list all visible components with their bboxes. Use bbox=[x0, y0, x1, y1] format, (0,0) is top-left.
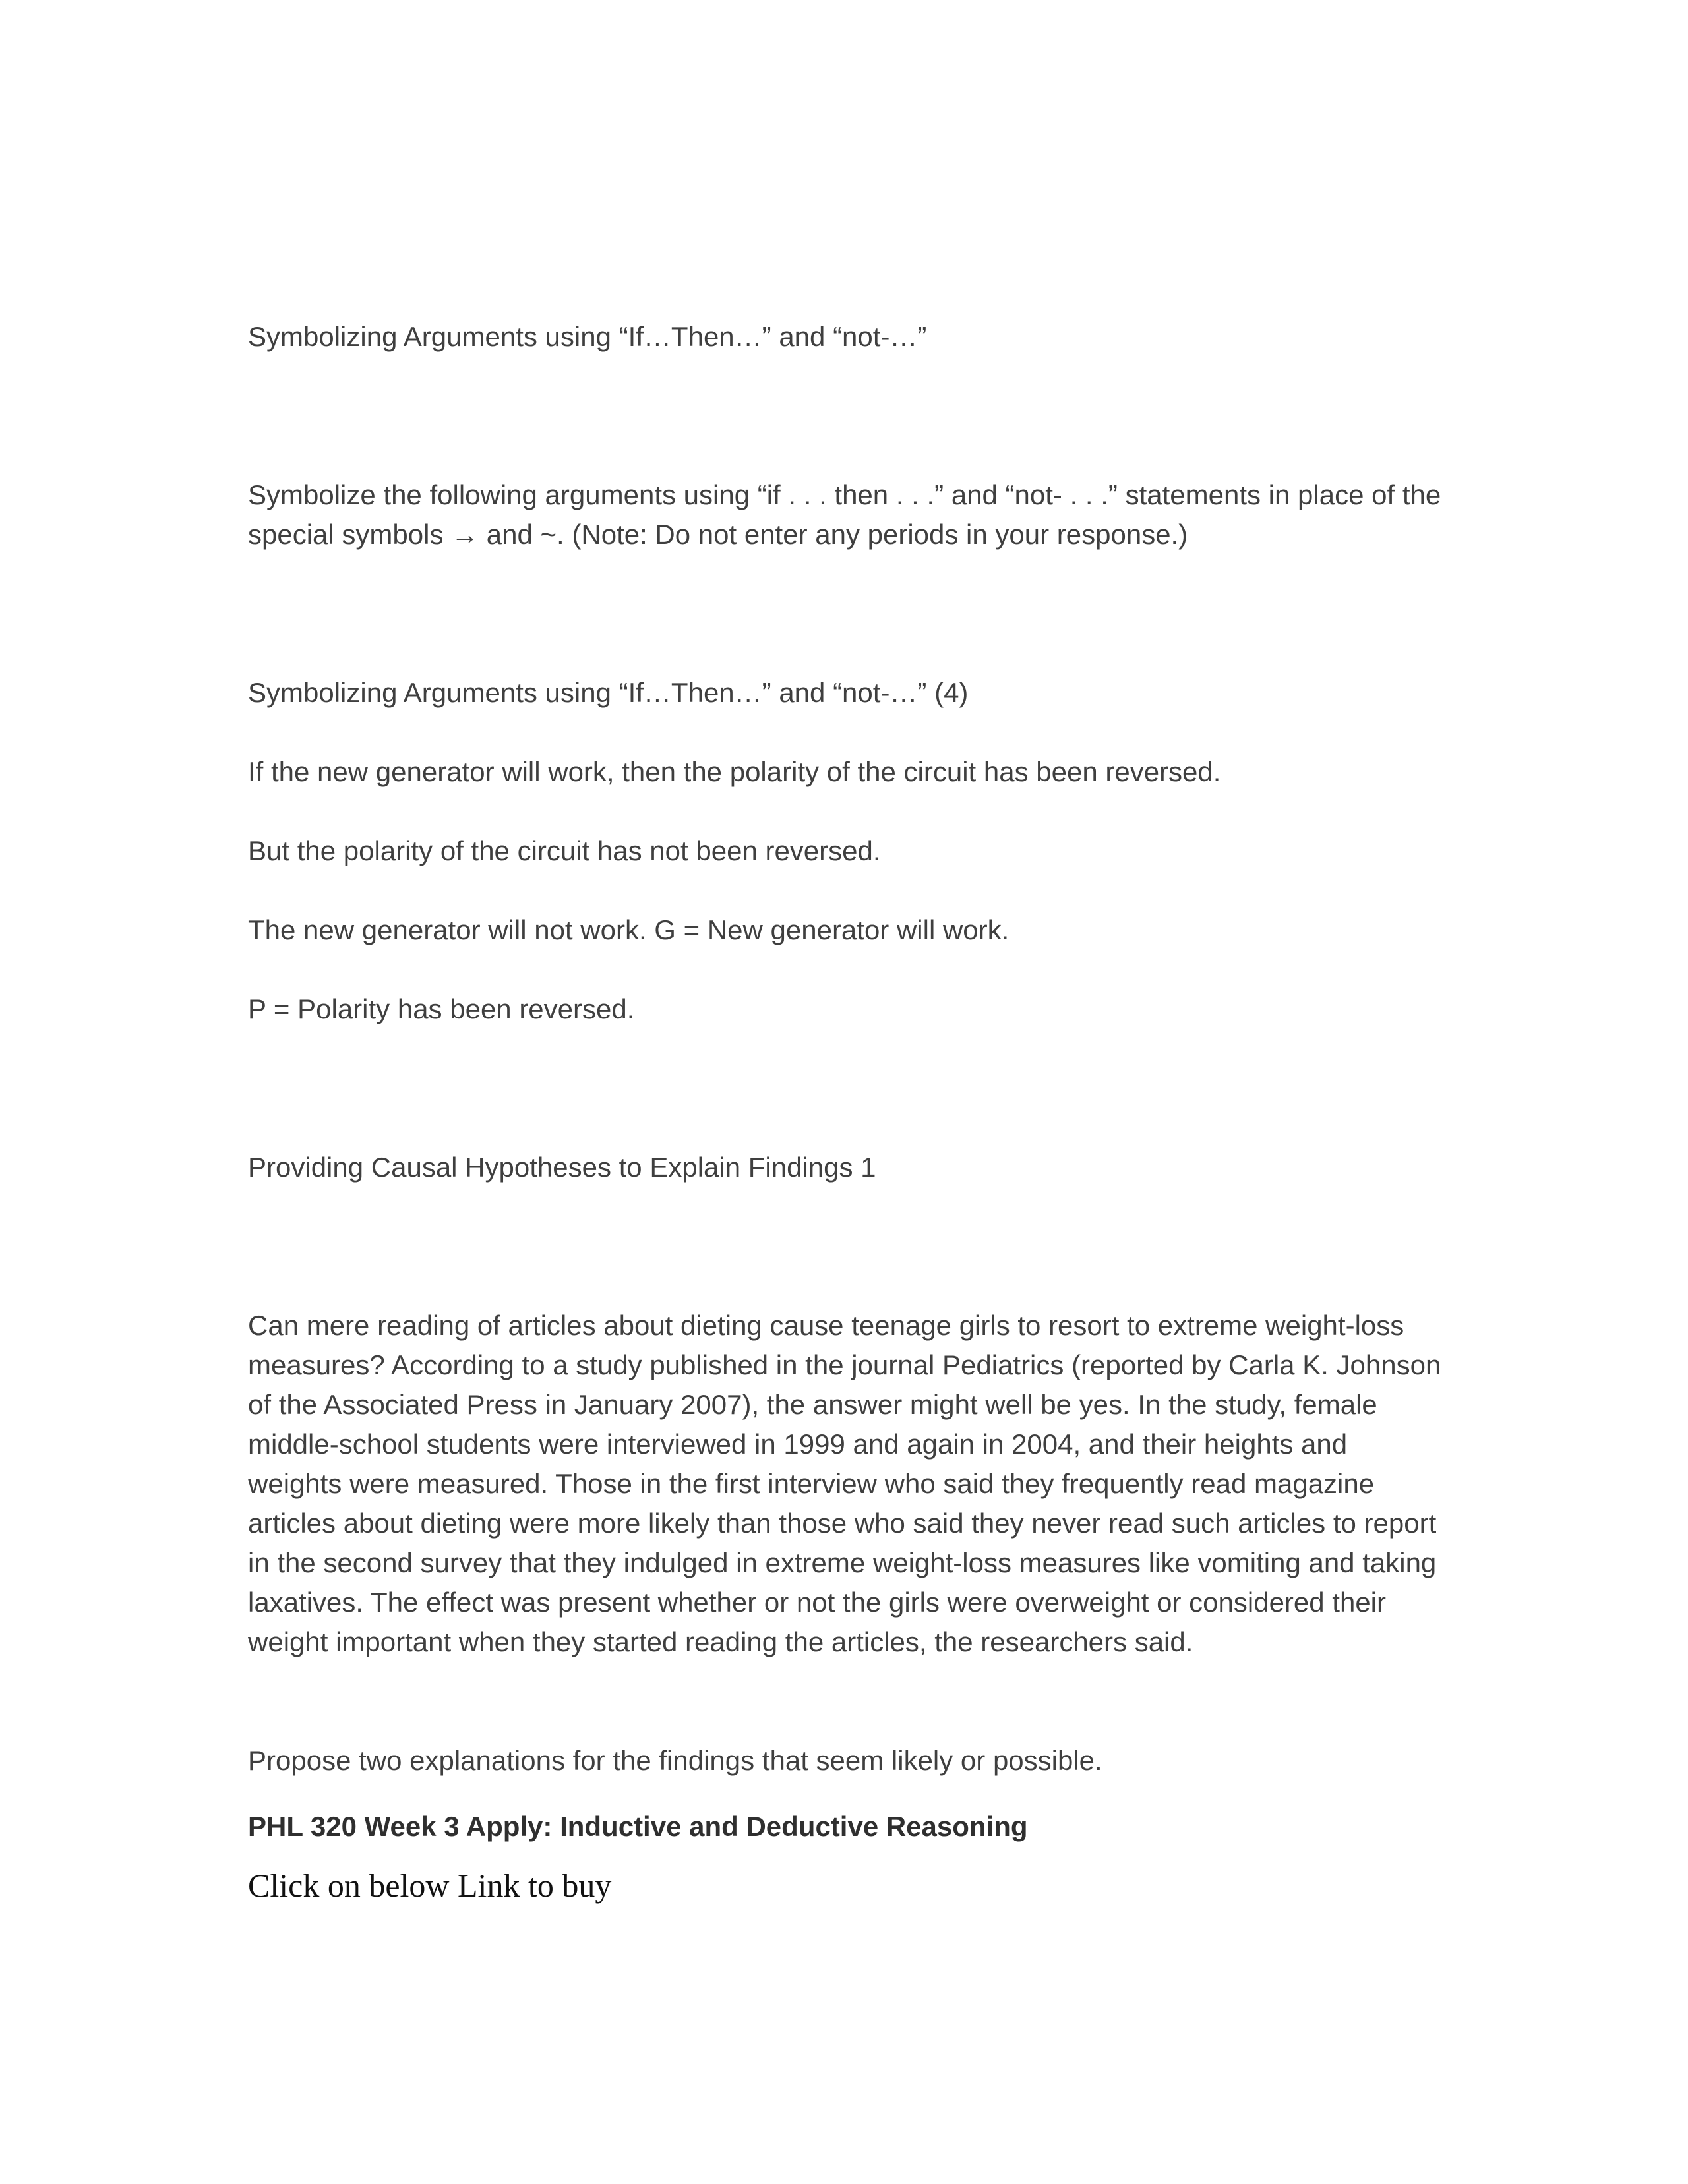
section-title-symbolizing-4: Symbolizing Arguments using “If…Then…” and “not-…” (4) bbox=[248, 677, 969, 708]
definition-p: P = Polarity has been reversed. bbox=[248, 993, 635, 1024]
conclusion-line: The new generator will not work. G = New generator will work. bbox=[248, 914, 1010, 945]
premise-one: If the new generator will work, then the polarity of the circuit has been reversed. bbox=[248, 756, 1221, 787]
section-title-causal: Providing Causal Hypotheses to Explain Findings 1 bbox=[248, 1152, 876, 1183]
buy-text: Click on below Link to buy bbox=[248, 1867, 612, 1904]
passage-paragraph: Can mere reading of articles about dieting cause teenage girls to resort to extreme weight-loss measures? According to a study published in the journal Pediatrics (reported by Carla K. Johnson of the Associated Press in January 2007), the answer might well be yes. In the study, female middle-school students were interviewed in 1999 and again in 2004, and their heights and weights were measured. Those in the first interview who said they frequently read magazine articles about dieting were more likely than those who said they never read such articles to report in the second survey that they indulged in extreme weight-loss measures like vomiting and taking laxatives. The effect was present whether or not the girls were overweight or considered their weight important when they started reading the articles, the researchers said. bbox=[248, 1310, 1441, 1657]
instructions-paragraph: Symbolize the following arguments using “if . . . then . . .” and “not- . . .” statements in place of the special symbols → and ~. (Note: Do not enter any periods in your response.) bbox=[248, 479, 1441, 550]
premise-two: But the polarity of the circuit has not been reversed. bbox=[248, 835, 881, 866]
prompt-line: Propose two explanations for the findings that seem likely or possible. bbox=[248, 1745, 1102, 1776]
section-title-symbolizing: Symbolizing Arguments using “If…Then…” and “not-…” bbox=[248, 321, 927, 352]
course-heading: PHL 320 Week 3 Apply: Inductive and Deductive Reasoning bbox=[248, 1811, 1028, 1842]
